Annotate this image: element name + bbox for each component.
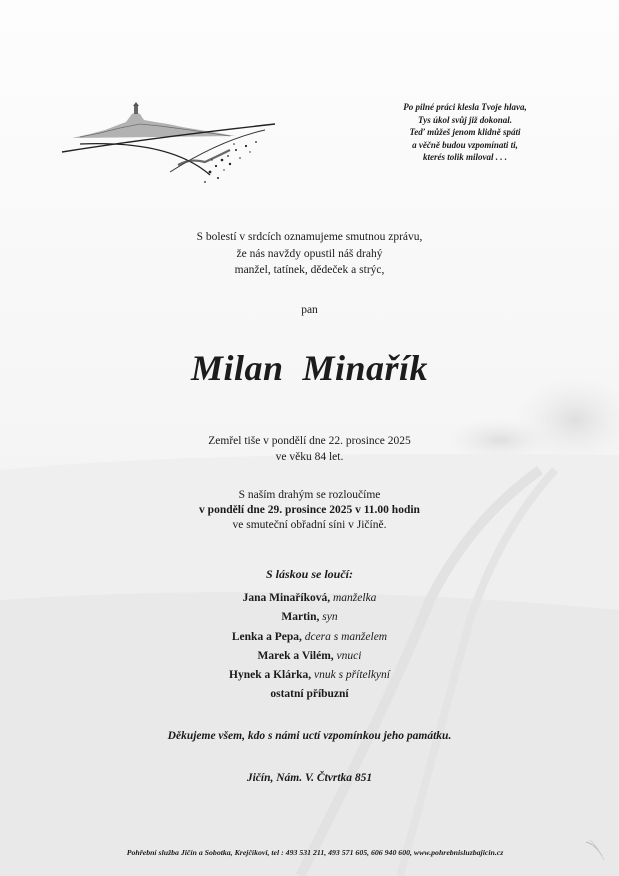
intro-line: manžel, tatínek, dědeček a strýc, [234,264,385,276]
mourner-row [0,647,619,666]
poem-line: Tys úkol svůj již dokonal. [418,114,512,125]
poem-line: Po pilné práci klesla Tvoje hlava, [403,102,527,112]
mourner-relation: syn [319,611,338,624]
mourner-relation: vnuk s přítelkyní [311,669,390,682]
mourner-row [0,685,619,704]
address-line: Jičín, Nám. V. Čtvrtka 851 [246,772,373,784]
memorial-poem [370,101,560,164]
mourner-relation: dcera s manželem [301,630,388,643]
funeral-service-footer: Pohřební služba Jičín a Sobotka, Krejčíkovi, tel : 493 531 211, 493 571 605, 606 940 600, www.pohrebnisluzbajicin.cz [126,848,504,857]
mourner-name: Hynek a Klárka, [229,669,312,682]
mourners-list [0,589,619,705]
death-line: ve věku 84 let. [275,451,344,463]
corner-mark-icon [582,838,608,864]
mourner-row [0,589,619,608]
mourner-name: Lenka a Pepa, [231,630,302,643]
mourner-relation: manželka [330,592,377,604]
announcement-intro [0,229,619,279]
funeral-date-time: v pondělí dne 29. prosince 2025 v 11.00 hodin [199,504,420,516]
death-notice [0,433,619,465]
poem-line: Teď můžeš jenom klidně spáti [409,127,521,137]
death-line: Zemřel tiše v pondělí dne 22. prosince 2025 [208,435,411,447]
intro-line: že nás navždy opustil náš drahý [236,247,383,260]
funeral-location: ve smuteční obřadní síni v Jičíně. [232,519,387,531]
intro-line: S bolestí v srdcích oznamujeme smutnou zprávu, [196,231,423,243]
funeral-info [0,488,619,533]
mourner-row [0,628,619,647]
hill-castle-illustration [60,100,280,195]
deceased-name: Milan Minařík [190,348,429,388]
mourner-name: Martin, [281,611,320,624]
title-word: pan [301,304,318,316]
mourner-name: Marek a Vilém, [257,649,334,662]
mourner-name: Jana Minaříková, [242,592,331,604]
poem-line: a věčně budou vzpomínati ti, [412,139,518,150]
thanks-line: Děkujeme všem, kdo s námi uctí vzpomínkou jeho památku. [167,730,452,742]
poem-line: kterés tolik miloval . . . [423,152,507,162]
mourner-relation: vnuci [333,649,362,662]
mourner-row [0,608,619,627]
funeral-line: S naším drahým se rozloučíme [238,489,381,501]
mourner-name: ostatní příbuzní [270,688,349,701]
mourners-heading: S láskou se loučí: [265,567,353,581]
mourner-row [0,666,619,685]
